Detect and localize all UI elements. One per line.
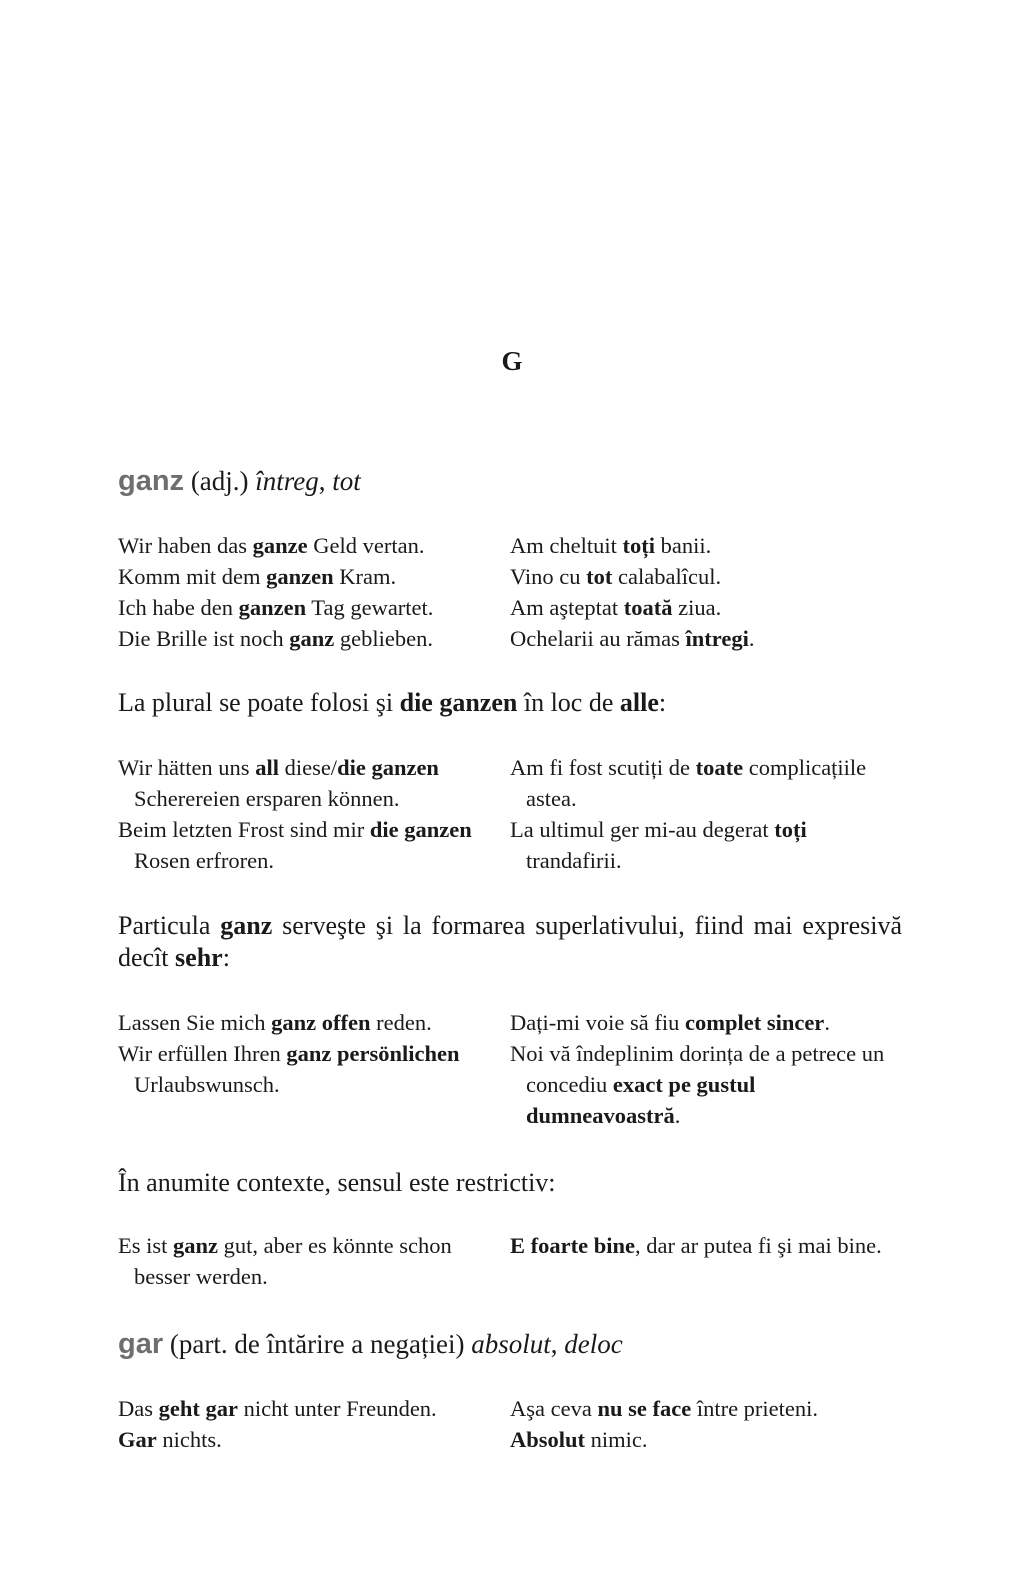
translation: întreg bbox=[255, 466, 319, 496]
text-segment: nicht unter Freunden. bbox=[237, 1396, 437, 1421]
examples-block bbox=[118, 752, 902, 876]
text-segment: Scherereien ersparen können. bbox=[134, 786, 400, 811]
german-example bbox=[118, 752, 510, 814]
text-segment: . bbox=[674, 1103, 681, 1128]
romanian-translation bbox=[510, 814, 902, 876]
bold-term: tot bbox=[586, 564, 613, 589]
example-row bbox=[118, 1424, 902, 1455]
text-segment: nimic. bbox=[585, 1427, 648, 1452]
bold-term: ganz bbox=[220, 911, 273, 940]
text-segment: Urlaubswunsch. bbox=[134, 1072, 280, 1097]
text-segment: . bbox=[824, 1010, 830, 1035]
text-segment: Particula bbox=[118, 911, 221, 940]
dictionary-entry-heading bbox=[118, 1327, 902, 1361]
bold-term: toate bbox=[695, 755, 744, 780]
bold-term: nu se face bbox=[597, 1396, 692, 1421]
text-segment: La plural se poate folosi şi bbox=[118, 688, 400, 717]
text-segment: (part. de întărire a negației) bbox=[163, 1329, 472, 1359]
examples-block bbox=[118, 1007, 902, 1131]
bold-term: Gar bbox=[118, 1427, 157, 1452]
text-segment: în loc de bbox=[517, 688, 620, 717]
bold-term: die ganzen bbox=[337, 755, 439, 780]
bold-term: E foarte bine bbox=[510, 1233, 635, 1258]
text-segment: Am fi fost scutiți de bbox=[510, 755, 696, 780]
examples-block bbox=[118, 530, 902, 654]
section-letter: G bbox=[501, 346, 523, 376]
usage-note bbox=[118, 910, 902, 974]
text-segment: Noi vă îndeplinim dorința de a petrece un concediu bbox=[510, 1041, 885, 1097]
bold-term: toți bbox=[622, 533, 655, 558]
bold-term: ganzen bbox=[238, 595, 307, 620]
bold-term: die ganzen bbox=[399, 688, 518, 717]
german-example bbox=[118, 592, 510, 623]
romanian-translation bbox=[510, 1424, 902, 1455]
text-segment: complicațiile astea. bbox=[526, 755, 867, 811]
text-segment: Kram. bbox=[333, 564, 397, 589]
bold-term: geht gar bbox=[158, 1396, 238, 1421]
text-segment: Lassen Sie mich bbox=[118, 1010, 272, 1035]
text-segment: Aşa ceva bbox=[510, 1396, 598, 1421]
text-segment: Am aşteptat bbox=[510, 595, 624, 620]
text-segment: : bbox=[658, 688, 667, 717]
text-segment: banii. bbox=[654, 533, 712, 558]
text-segment: trandafirii. bbox=[526, 848, 622, 873]
text-segment: , dar ar putea fi şi mai bine. bbox=[634, 1233, 882, 1258]
text-segment: Geld vertan. bbox=[307, 533, 425, 558]
text-segment: , bbox=[318, 466, 333, 496]
text-segment: ziua. bbox=[672, 595, 722, 620]
bold-term: sehr bbox=[175, 943, 223, 972]
bold-term: ganze bbox=[252, 533, 308, 558]
text-segment: Komm mit dem bbox=[118, 564, 267, 589]
bold-term: ganz persönlichen bbox=[286, 1041, 460, 1066]
text-segment: Das bbox=[118, 1396, 159, 1421]
text-segment: Wir erfüllen Ihren bbox=[118, 1041, 287, 1066]
bold-term: die ganzen bbox=[369, 817, 472, 842]
translation: tot bbox=[332, 466, 361, 496]
german-example bbox=[118, 1393, 510, 1424]
text-segment: nichts. bbox=[156, 1427, 222, 1452]
text-segment: : bbox=[222, 943, 230, 972]
example-row bbox=[118, 623, 902, 654]
usage-note bbox=[118, 687, 902, 719]
examples-block bbox=[118, 1230, 902, 1292]
bold-term: întregi bbox=[685, 626, 749, 651]
text-segment: În anumite contexte, sensul este restrictiv: bbox=[118, 1168, 556, 1197]
translation: absolut bbox=[471, 1329, 551, 1359]
text-segment: diese/ bbox=[278, 755, 338, 780]
examples-block bbox=[118, 1393, 902, 1455]
example-row bbox=[118, 1393, 902, 1424]
headword: gar bbox=[118, 1328, 164, 1360]
romanian-translation bbox=[510, 561, 902, 592]
example-row bbox=[118, 561, 902, 592]
text-segment: Ich habe den bbox=[118, 595, 239, 620]
text-segment: Es ist bbox=[118, 1233, 174, 1258]
romanian-translation bbox=[510, 1007, 902, 1038]
german-example bbox=[118, 1007, 510, 1038]
bold-term: ganzen bbox=[266, 564, 334, 589]
text-segment: Die Brille ist noch bbox=[118, 626, 290, 651]
example-row bbox=[118, 1038, 902, 1131]
text-segment: serveşte şi la formarea superlativului, fiind mai expresivă decît bbox=[118, 911, 902, 972]
text-segment: Tag gewartet. bbox=[306, 595, 434, 620]
bold-term: ganz bbox=[173, 1233, 219, 1258]
text-segment: Ochelarii au rămas bbox=[510, 626, 686, 651]
text-segment: , bbox=[550, 1329, 565, 1359]
headword: ganz bbox=[118, 465, 185, 497]
text-segment: Wir haben das bbox=[118, 533, 253, 558]
example-row bbox=[118, 592, 902, 623]
bold-term: ganz bbox=[289, 626, 335, 651]
example-row bbox=[118, 814, 902, 876]
text-segment: Vino cu bbox=[510, 564, 587, 589]
dictionary-entry-heading bbox=[118, 464, 902, 498]
example-row bbox=[118, 1230, 902, 1292]
text-segment: reden. bbox=[370, 1010, 432, 1035]
romanian-translation bbox=[510, 623, 902, 654]
usage-note bbox=[118, 1167, 902, 1199]
german-example bbox=[118, 1424, 510, 1455]
text-segment: calabalîcul. bbox=[612, 564, 722, 589]
romanian-translation bbox=[510, 1038, 902, 1131]
bold-term: all bbox=[255, 755, 279, 780]
bold-term: exact pe gustul dumneavoastră bbox=[526, 1072, 756, 1128]
text-segment: Wir hätten uns bbox=[118, 755, 256, 780]
example-row bbox=[118, 1007, 902, 1038]
text-segment: Rosen erfroren. bbox=[134, 848, 274, 873]
text-segment: geblieben. bbox=[334, 626, 433, 651]
german-example bbox=[118, 530, 510, 561]
example-row bbox=[118, 530, 902, 561]
romanian-translation bbox=[510, 592, 902, 623]
bold-term: Absolut bbox=[510, 1427, 586, 1452]
text-segment: între prieteni. bbox=[691, 1396, 819, 1421]
bold-term: alle bbox=[619, 688, 659, 717]
text-segment: Am cheltuit bbox=[510, 533, 623, 558]
german-example bbox=[118, 1038, 510, 1131]
text-segment: Beim letzten Frost sind mir bbox=[118, 817, 370, 842]
text-segment: gut, aber es könnte schon besser werden. bbox=[134, 1233, 452, 1289]
german-example bbox=[118, 1230, 510, 1292]
bold-term: complet sincer bbox=[684, 1010, 825, 1035]
text-segment: Dați-mi voie să fiu bbox=[510, 1010, 685, 1035]
german-example bbox=[118, 814, 510, 876]
german-example bbox=[118, 623, 510, 654]
text-segment: La ultimul ger mi-au degerat bbox=[510, 817, 775, 842]
translation: deloc bbox=[564, 1329, 623, 1359]
romanian-translation bbox=[510, 530, 902, 561]
german-example bbox=[118, 561, 510, 592]
text-segment: (adj.) bbox=[184, 466, 256, 496]
bold-term: toată bbox=[623, 595, 673, 620]
bold-term: ganz offen bbox=[271, 1010, 371, 1035]
bold-term: toți bbox=[774, 817, 807, 842]
romanian-translation bbox=[510, 1393, 902, 1424]
example-row bbox=[118, 752, 902, 814]
romanian-translation bbox=[510, 1230, 902, 1292]
text-segment: . bbox=[748, 626, 755, 651]
romanian-translation bbox=[510, 752, 902, 814]
